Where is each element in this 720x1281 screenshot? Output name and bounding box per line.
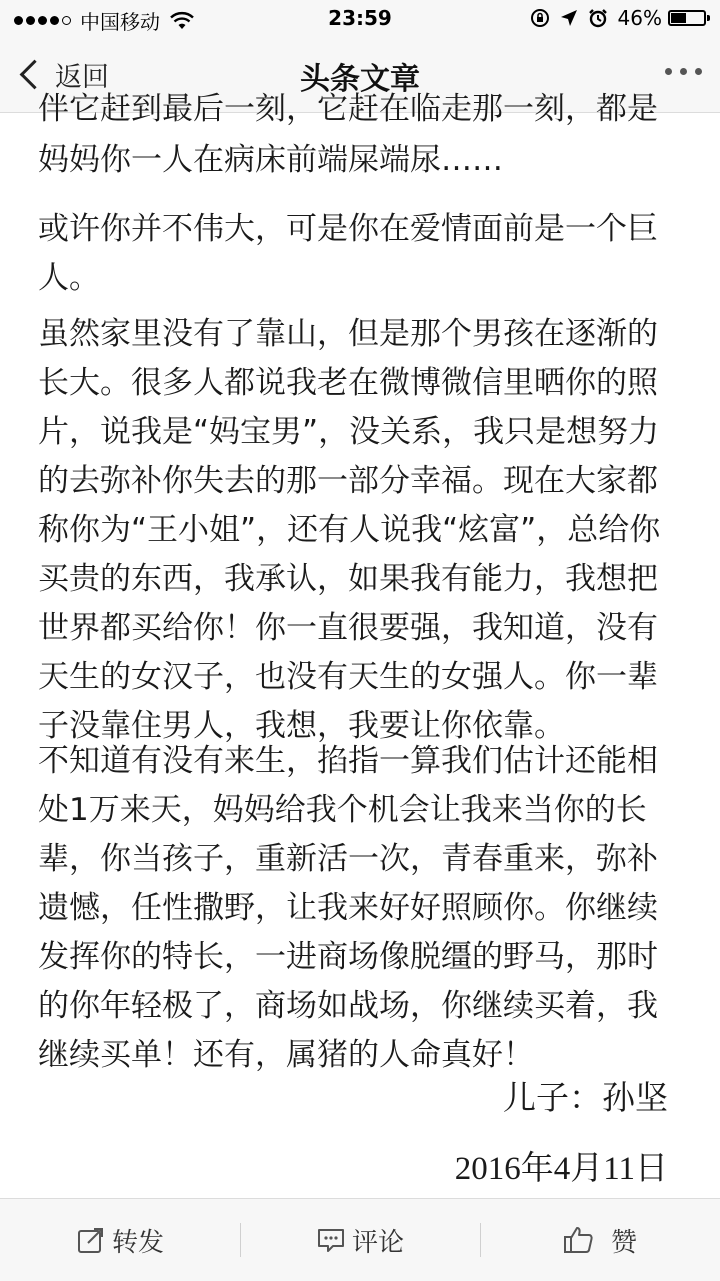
article-body: [0, 91, 720, 1198]
back-label: 返回: [55, 61, 109, 93]
alarm-clock-icon: [588, 8, 608, 28]
forward-button[interactable]: [0, 1199, 240, 1281]
location-arrow-icon: [560, 9, 578, 27]
like-button[interactable]: [480, 1199, 720, 1281]
comment-button[interactable]: [240, 1199, 480, 1281]
status-right: [530, 6, 706, 30]
author-signature: 儿子：孙坚: [503, 1078, 668, 1117]
status-time: 23:59: [328, 6, 392, 30]
page-title: 头条文章: [300, 62, 420, 97]
bottom-toolbar: [0, 1198, 720, 1281]
forward-label: 转发: [111, 1227, 164, 1258]
carrier-name: 中国移动: [80, 10, 160, 34]
article-paragraph: 或许你并不伟大，可是你在爱情面前是一个巨人。: [38, 211, 658, 296]
thumbs-up-icon: [563, 1225, 595, 1255]
share-icon: [76, 1225, 106, 1255]
article-paragraph: 不知道有没有来生，掐指一算我们估计还能相处1万来天，妈妈给我个机会让我来当你的长辈，你当孩子，重新活一次，青春重来，弥补遗憾，任性撒野，让我来好好照顾你。你继续发挥你的特长，一进商场像脱缰的野马，那时的你年轻极了，商场如战场，你继续买着，我继续买单！还有，属猪的人命真好！: [38, 743, 658, 1073]
status-bar: [0, 0, 720, 38]
battery-icon: [668, 10, 706, 26]
article-paragraph: 虽然家里没有了靠山，但是那个男孩在逐渐的长大。很多人都说我老在微博微信里晒你的照片，说我是“妈宝男”，没关系，我只是想努力的去弥补你失去的那一部分幸福。现在大家都称你为“王小姐”，还有人说我“炫富”，总给你买贵的东西，我承认，如果我有能力，我想把世界都买给你！你一直很要强，我知道，没有天生的女汉子，也没有天生的女强人。你一辈子没靠住男人，我想，我要让你依靠。: [38, 316, 661, 744]
orientation-lock-icon: [530, 8, 550, 28]
article-date: 2016年4月11日: [454, 1151, 668, 1187]
battery-percent: 46%: [617, 6, 662, 30]
comment-label: 评论: [351, 1227, 404, 1258]
more-options-button[interactable]: [657, 68, 702, 75]
like-label: 赞: [610, 1227, 637, 1258]
comment-icon: [316, 1225, 346, 1255]
article-paragraph: 妈妈你一人在病床前端屎端尿……: [38, 142, 503, 178]
partial-text-line: 伴它赶到最后一刻，它赶在临走那一刻，都是: [38, 91, 658, 127]
